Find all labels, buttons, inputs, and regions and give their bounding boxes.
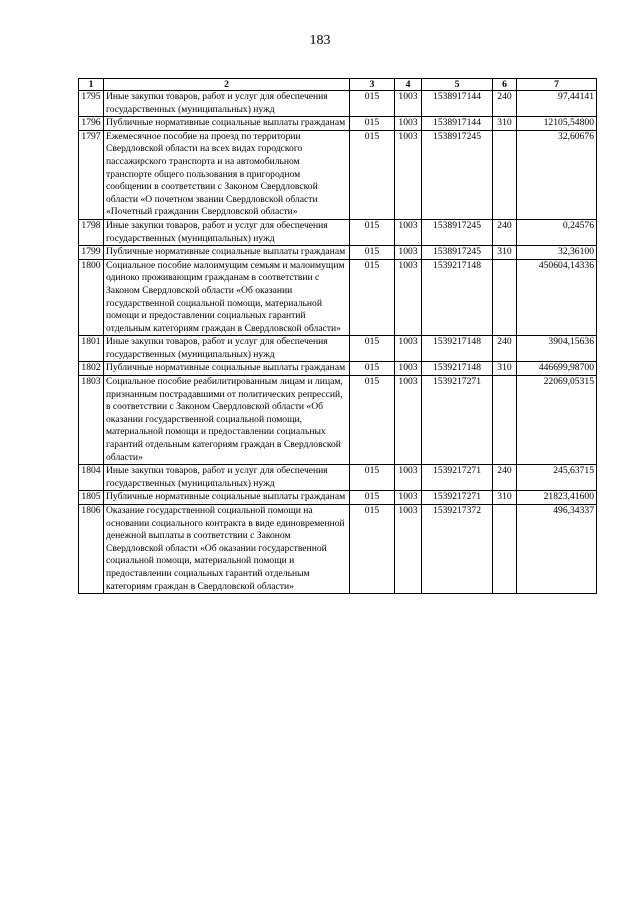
row-number: 1797 xyxy=(79,130,104,219)
row-name: Иные закупки товаров, работ и услуг для обеспечения государственных (муниципальных) нужд xyxy=(104,219,350,245)
section-code: 1003 xyxy=(395,465,422,491)
target-code: 1539217148 xyxy=(422,336,493,362)
table-row xyxy=(79,117,597,131)
row-name: Социальное пособие реабилитированным лицам и лицам, признанным пострадавшими от политических репрессий, в соответствии с Законом Свердловской области «Об оказании государственной социальной помощи, материальной помощи и предоставлении социальных гарантий отдельным категориям граждан в Свердловской области» xyxy=(104,376,350,465)
amount: 32,36100 xyxy=(517,246,597,260)
row-number: 1801 xyxy=(79,336,104,362)
target-code: 1538917144 xyxy=(422,117,493,131)
amount: 0,24576 xyxy=(517,219,597,245)
target-code: 1538917245 xyxy=(422,219,493,245)
column-header: 7 xyxy=(517,79,597,91)
expense-type-code xyxy=(493,505,517,594)
row-name: Иные закупки товаров, работ и услуг для обеспечения государственных (муниципальных) нужд xyxy=(104,465,350,491)
ministry-code: 015 xyxy=(350,219,395,245)
row-name: Публичные нормативные социальные выплаты гражданам xyxy=(104,117,350,131)
table-row xyxy=(79,491,597,505)
table-row xyxy=(79,376,597,465)
column-header: 5 xyxy=(422,79,493,91)
section-code: 1003 xyxy=(395,130,422,219)
expense-type-code: 310 xyxy=(493,362,517,376)
ministry-code: 015 xyxy=(350,117,395,131)
amount: 450604,14336 xyxy=(517,259,597,336)
table-row xyxy=(79,91,597,117)
section-code: 1003 xyxy=(395,91,422,117)
table-header-row xyxy=(79,79,597,91)
ministry-code: 015 xyxy=(350,246,395,260)
section-code: 1003 xyxy=(395,362,422,376)
table-row xyxy=(79,505,597,594)
ministry-code: 015 xyxy=(350,465,395,491)
row-number: 1798 xyxy=(79,219,104,245)
row-name: Иные закупки товаров, работ и услуг для обеспечения государственных (муниципальных) нужд xyxy=(104,91,350,117)
row-name: Публичные нормативные социальные выплаты гражданам xyxy=(104,362,350,376)
target-code: 1539217271 xyxy=(422,491,493,505)
expense-type-code xyxy=(493,130,517,219)
section-code: 1003 xyxy=(395,259,422,336)
expense-type-code: 240 xyxy=(493,465,517,491)
budget-table xyxy=(78,78,597,594)
section-code: 1003 xyxy=(395,336,422,362)
target-code: 1539217148 xyxy=(422,259,493,336)
row-name: Иные закупки товаров, работ и услуг для обеспечения государственных (муниципальных) нужд xyxy=(104,336,350,362)
row-name: Публичные нормативные социальные выплаты гражданам xyxy=(104,246,350,260)
target-code: 1538917245 xyxy=(422,130,493,219)
expense-type-code xyxy=(493,259,517,336)
ministry-code: 015 xyxy=(350,336,395,362)
ministry-code: 015 xyxy=(350,505,395,594)
row-name: Оказание государственной социальной помощи на основании социального контракта в виде единовременной денежной выплаты в соответствии с Законом Свердловской области «Об оказании государственной социальной помощи, материальной помощи и предоставлении социальных гарантий отдельным категориям граждан в Свердловской области» xyxy=(104,505,350,594)
row-name: Публичные нормативные социальные выплаты гражданам xyxy=(104,491,350,505)
row-number: 1800 xyxy=(79,259,104,336)
table-row xyxy=(79,259,597,336)
amount: 12105,54800 xyxy=(517,117,597,131)
row-name: Ежемесячное пособие на проезд по территории Свердловской области на всех видах городского пассажирского транспорта и на автомобильном транспорте общего пользования в пригородном сообщении в соответствии с Законом Свердловской области «О почетном звании Свердловской области «Почетный гражданин Свердловской области» xyxy=(104,130,350,219)
row-name: Социальное пособие малоимущим семьям и малоимущим одиноко проживающим гражданам в соответствии с Законом Свердловской области «Об оказании государственной социальной помощи, материальной помощи и предоставлении социальных гарантий отдельным категориям граждан в Свердловской области» xyxy=(104,259,350,336)
expense-type-code: 240 xyxy=(493,219,517,245)
amount: 32,60676 xyxy=(517,130,597,219)
target-code: 1539217271 xyxy=(422,376,493,465)
column-header: 6 xyxy=(493,79,517,91)
column-header: 4 xyxy=(395,79,422,91)
expense-type-code xyxy=(493,376,517,465)
table-row xyxy=(79,246,597,260)
expense-type-code: 310 xyxy=(493,246,517,260)
table-row xyxy=(79,219,597,245)
ministry-code: 015 xyxy=(350,259,395,336)
amount: 97,44141 xyxy=(517,91,597,117)
table-row xyxy=(79,336,597,362)
target-code: 1539217271 xyxy=(422,465,493,491)
target-code: 1538917245 xyxy=(422,246,493,260)
section-code: 1003 xyxy=(395,376,422,465)
target-code: 1539217372 xyxy=(422,505,493,594)
amount: 3904,15636 xyxy=(517,336,597,362)
ministry-code: 015 xyxy=(350,130,395,219)
row-number: 1803 xyxy=(79,376,104,465)
ministry-code: 015 xyxy=(350,362,395,376)
row-number: 1806 xyxy=(79,505,104,594)
row-number: 1796 xyxy=(79,117,104,131)
row-number: 1795 xyxy=(79,91,104,117)
ministry-code: 015 xyxy=(350,491,395,505)
section-code: 1003 xyxy=(395,117,422,131)
amount: 496,34337 xyxy=(517,505,597,594)
ministry-code: 015 xyxy=(350,91,395,117)
amount: 245,63715 xyxy=(517,465,597,491)
table-row xyxy=(79,130,597,219)
row-number: 1804 xyxy=(79,465,104,491)
row-number: 1805 xyxy=(79,491,104,505)
column-header: 2 xyxy=(104,79,350,91)
column-header: 1 xyxy=(79,79,104,91)
table-row xyxy=(79,362,597,376)
section-code: 1003 xyxy=(395,505,422,594)
amount: 446699,98700 xyxy=(517,362,597,376)
target-code: 1539217148 xyxy=(422,362,493,376)
expense-type-code: 240 xyxy=(493,91,517,117)
expense-type-code: 310 xyxy=(493,491,517,505)
amount: 21823,41600 xyxy=(517,491,597,505)
expense-type-code: 240 xyxy=(493,336,517,362)
target-code: 1538917144 xyxy=(422,91,493,117)
ministry-code: 015 xyxy=(350,376,395,465)
section-code: 1003 xyxy=(395,219,422,245)
section-code: 1003 xyxy=(395,491,422,505)
column-header: 3 xyxy=(350,79,395,91)
table-row xyxy=(79,465,597,491)
amount: 22069,05315 xyxy=(517,376,597,465)
page-number: 183 xyxy=(309,33,331,48)
section-code: 1003 xyxy=(395,246,422,260)
row-number: 1802 xyxy=(79,362,104,376)
row-number: 1799 xyxy=(79,246,104,260)
expense-type-code: 310 xyxy=(493,117,517,131)
